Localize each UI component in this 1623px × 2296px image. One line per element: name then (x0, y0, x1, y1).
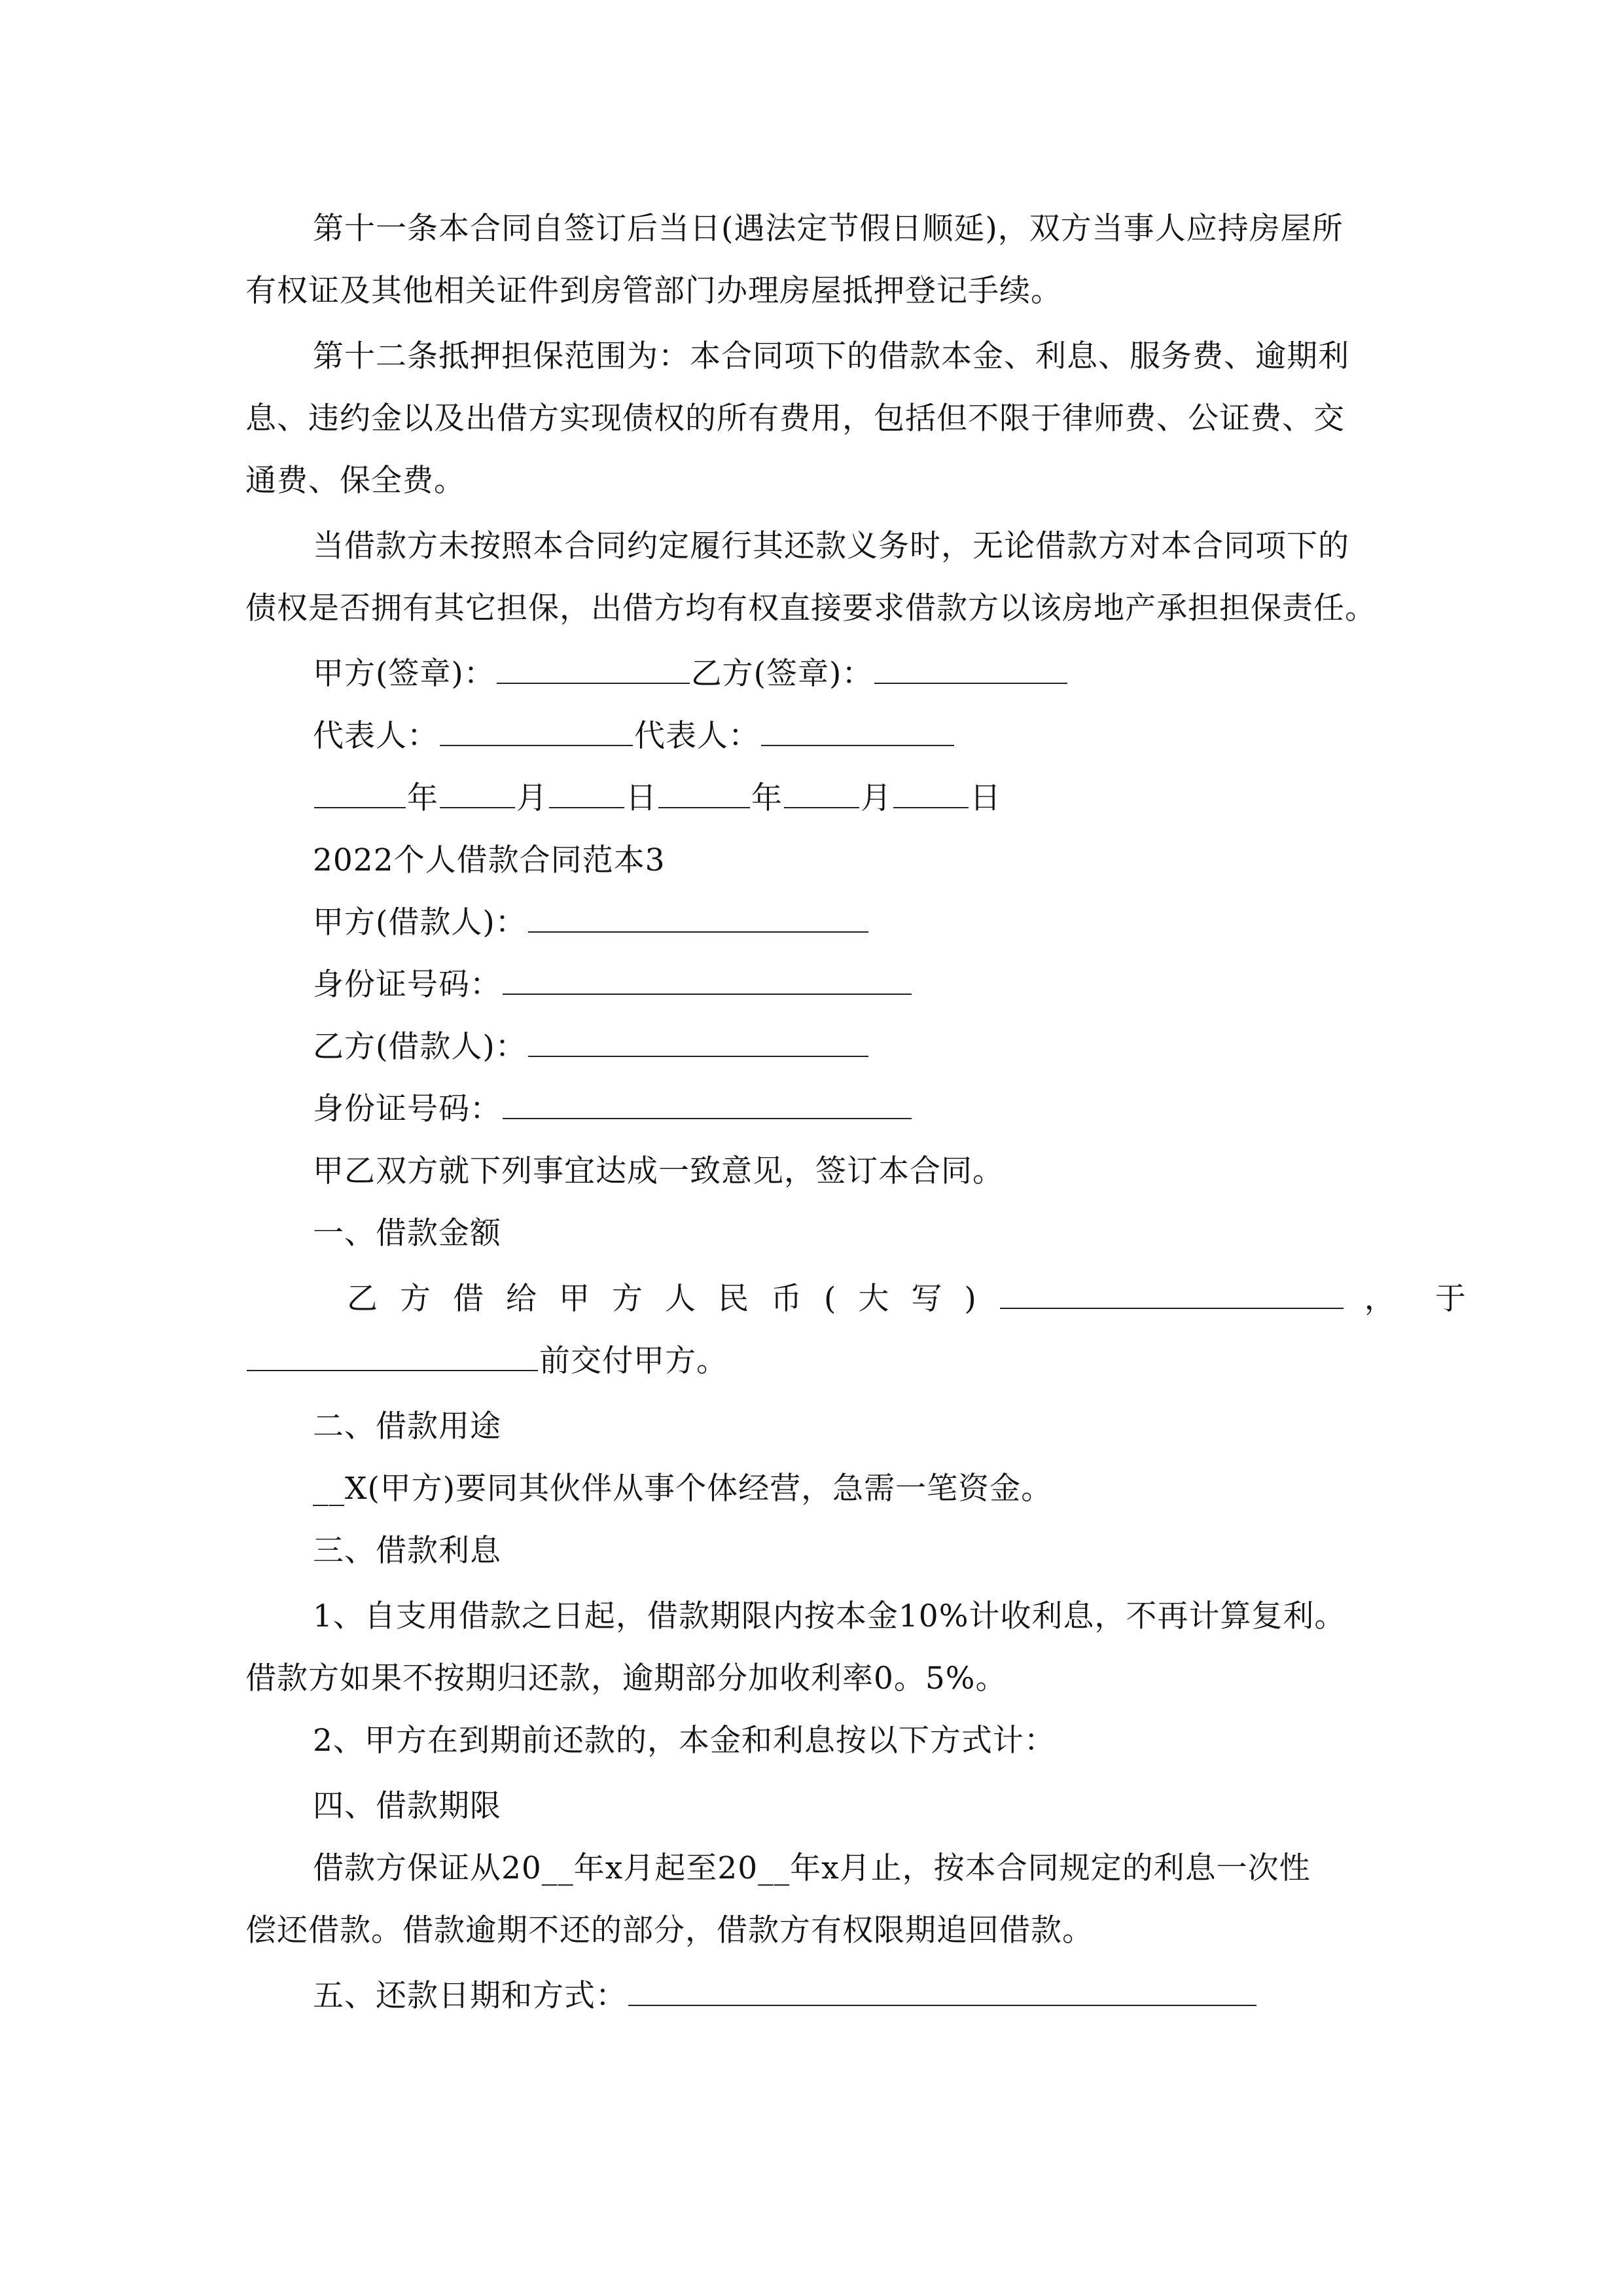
section-4-line-2: 偿还借款。借款逾期不还的部分，借款方有权限期追回借款。 (245, 1912, 1094, 1948)
section-1-line-1 (347, 1280, 1467, 1319)
party-b-borrower-label: 乙方(借款人)： (313, 1029, 527, 1065)
section-1-at: 于 (1435, 1281, 1467, 1317)
article-11-line-1: 第十一条本合同自签订后当日(遇法定节假日顺延)，双方当事人应持房屋所 (313, 211, 1344, 247)
party-b-id-line (313, 1090, 913, 1129)
party-b-borrower-line (313, 1028, 870, 1067)
party-b-signature-label: 乙方(签章)： (690, 656, 874, 692)
party-b-borrower-blank[interactable] (528, 1030, 868, 1057)
date-a-day-blank[interactable] (549, 781, 624, 808)
party-a-borrower-line (313, 903, 870, 942)
party-a-borrower-blank[interactable] (528, 905, 868, 933)
guarantee-line-2: 债权是否拥有其它担保，出借方均有权直接要求借款方以该房地产承担担保责任。 (245, 590, 1376, 626)
date-a-day-label: 日 (626, 780, 657, 816)
section-3-p1-line-2: 借款方如果不按期归还款，逾期部分加收利率0。5%。 (245, 1660, 1007, 1696)
section-2-body: X(甲方)要同其伙伴从事个体经营，急需一笔资金。 (345, 1471, 1053, 1507)
section-2-text (313, 1469, 1052, 1509)
article-12-line-1: 第十二条抵押担保范围为：本合同项下的借款本金、利息、服务费、逾期利 (313, 338, 1349, 374)
section-1-heading: 一、借款金额 (313, 1215, 501, 1251)
section-1-text: 乙方借给甲方人民币(大写) (347, 1281, 999, 1317)
section-5-heading: 五、还款日期和方式： (313, 1978, 627, 2014)
representative-a-label: 代表人： (313, 718, 438, 754)
date-a-month-label: 月 (516, 780, 548, 816)
date-b-year-blank[interactable] (658, 781, 750, 808)
section-1-delivery: 前交付甲方。 (539, 1343, 728, 1379)
agreement-statement: 甲乙双方就下列事宜达成一致意见，签订本合同。 (313, 1153, 1004, 1189)
party-a-id-line (313, 965, 913, 1005)
party-a-signature-blank[interactable] (497, 656, 690, 684)
contract-3-title: 2022个人借款合同范本3 (313, 842, 666, 878)
date-a-year-blank[interactable] (314, 781, 406, 808)
party-b-signature-blank[interactable] (874, 656, 1067, 684)
article-12-line-3: 通费、保全费。 (245, 463, 465, 499)
repayment-method-blank[interactable] (628, 1979, 1257, 2006)
delivery-date-blank[interactable] (247, 1344, 538, 1371)
article-11-line-2: 有权证及其他相关证件到房管部门办理房屋抵押登记手续。 (245, 273, 1062, 309)
date-line (313, 779, 1001, 818)
date-b-month-blank[interactable] (784, 781, 859, 808)
section-3-p1-line-1: 1、自支用借款之日起，借款期限内按本金10%计收利息，不再计算复利。 (313, 1598, 1346, 1634)
party-b-id-blank[interactable] (503, 1092, 912, 1119)
date-a-year-label: 年 (407, 780, 438, 816)
section-2-heading: 二、借款用途 (313, 1408, 501, 1444)
date-b-month-label: 月 (861, 780, 892, 816)
section-3-p2: 2、甲方在到期前还款的，本金和利息按以下方式计： (313, 1723, 1056, 1759)
section-4-heading: 四、借款期限 (313, 1788, 501, 1824)
representative-line (313, 717, 955, 756)
date-b-day-label: 日 (970, 780, 1001, 816)
guarantee-line-1: 当借款方未按照本合同约定履行其还款义务时，无论借款方对本合同项下的 (313, 528, 1349, 564)
loan-amount-blank[interactable] (1000, 1282, 1344, 1309)
signature-line (313, 655, 1069, 694)
party-a-signature-label: 甲方(签章)： (313, 656, 495, 692)
section-3-heading: 三、借款利息 (313, 1533, 501, 1569)
section-5-line (313, 1977, 1258, 2016)
party-a-id-label: 身份证号码： (313, 967, 501, 1003)
party-b-id-label: 身份证号码： (313, 1091, 501, 1127)
date-b-day-blank[interactable] (893, 781, 969, 808)
representative-b-label: 代表人： (634, 718, 760, 754)
article-12-line-2: 息、违约金以及出借方实现债权的所有费用，包括但不限于律师费、公证费、交 (245, 401, 1345, 437)
representative-a-blank[interactable] (440, 719, 633, 746)
section-2-prefix: __ (313, 1471, 345, 1507)
section-4-line-1: 借款方保证从20__年x月起至20__年x月止，按本合同规定的利息一次性 (313, 1850, 1311, 1886)
party-a-id-blank[interactable] (503, 967, 912, 995)
date-a-month-blank[interactable] (440, 781, 515, 808)
representative-b-blank[interactable] (761, 719, 954, 746)
party-a-borrower-label: 甲方(借款人)： (313, 905, 527, 941)
section-1-comma: ， (1364, 1281, 1396, 1317)
section-1-line-2 (245, 1342, 728, 1381)
date-b-year-label: 年 (751, 780, 783, 816)
